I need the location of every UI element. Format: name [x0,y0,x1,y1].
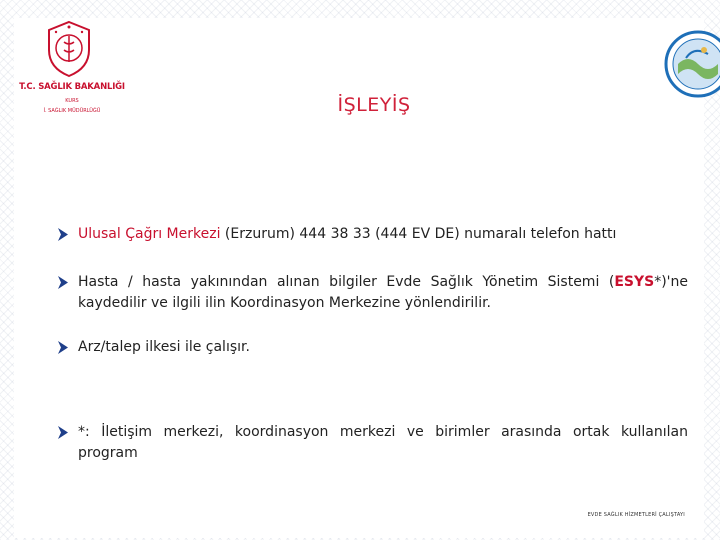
list-item [56,224,688,245]
arrow-bullet-icon [56,224,70,245]
phone-number: 444 38 33 (444 EV DE) [299,226,460,242]
list-item [56,272,688,314]
arrow-bullet-icon [56,337,70,358]
arrow-bullet-icon [56,272,70,293]
ministry-subline-1: KURS [65,98,79,104]
list-item [56,422,688,464]
call-center-location: (Erzurum) [220,226,300,242]
footer-text: EVDE SAĞLIK HİZMETLERİ ÇALIŞTAYI [587,512,685,518]
esys-abbreviation: ESYS [614,274,655,290]
supply-demand-text: Arz/talep ilkesi ile çalışır. [78,339,250,355]
slide-panel [14,18,704,538]
ministry-name: T.C. SAĞLIK BAKANLIĞI [19,82,125,92]
ministry-logo [18,20,126,120]
ministry-subline-2: İ. SAĞLIK MÜDÜRLÜĞÜ [43,108,101,114]
esys-text-end: *)'ne kaydedilir ve ilgili ilin Koordinasyon Merkezine yönlendirilir. [78,274,688,311]
esys-text-start: Hasta / hasta yakınından alınan bilgiler Evde Sağlık Yönetim Sistemi ( [78,274,615,290]
call-center-name: Ulusal Çağrı Merkezi [78,226,221,242]
arrow-bullet-icon [56,422,70,443]
list-item [56,337,688,358]
phone-description: numaralı telefon hattı [459,226,617,242]
page-title: İŞLEYİŞ [337,94,411,116]
circular-emblem-logo-icon [664,24,720,114]
footnote-text: *: İletişim merkezi, koordinasyon merkezi ve birimler arasında ortak kullanılan program [78,424,688,461]
ministry-emblem-icon [44,20,94,78]
